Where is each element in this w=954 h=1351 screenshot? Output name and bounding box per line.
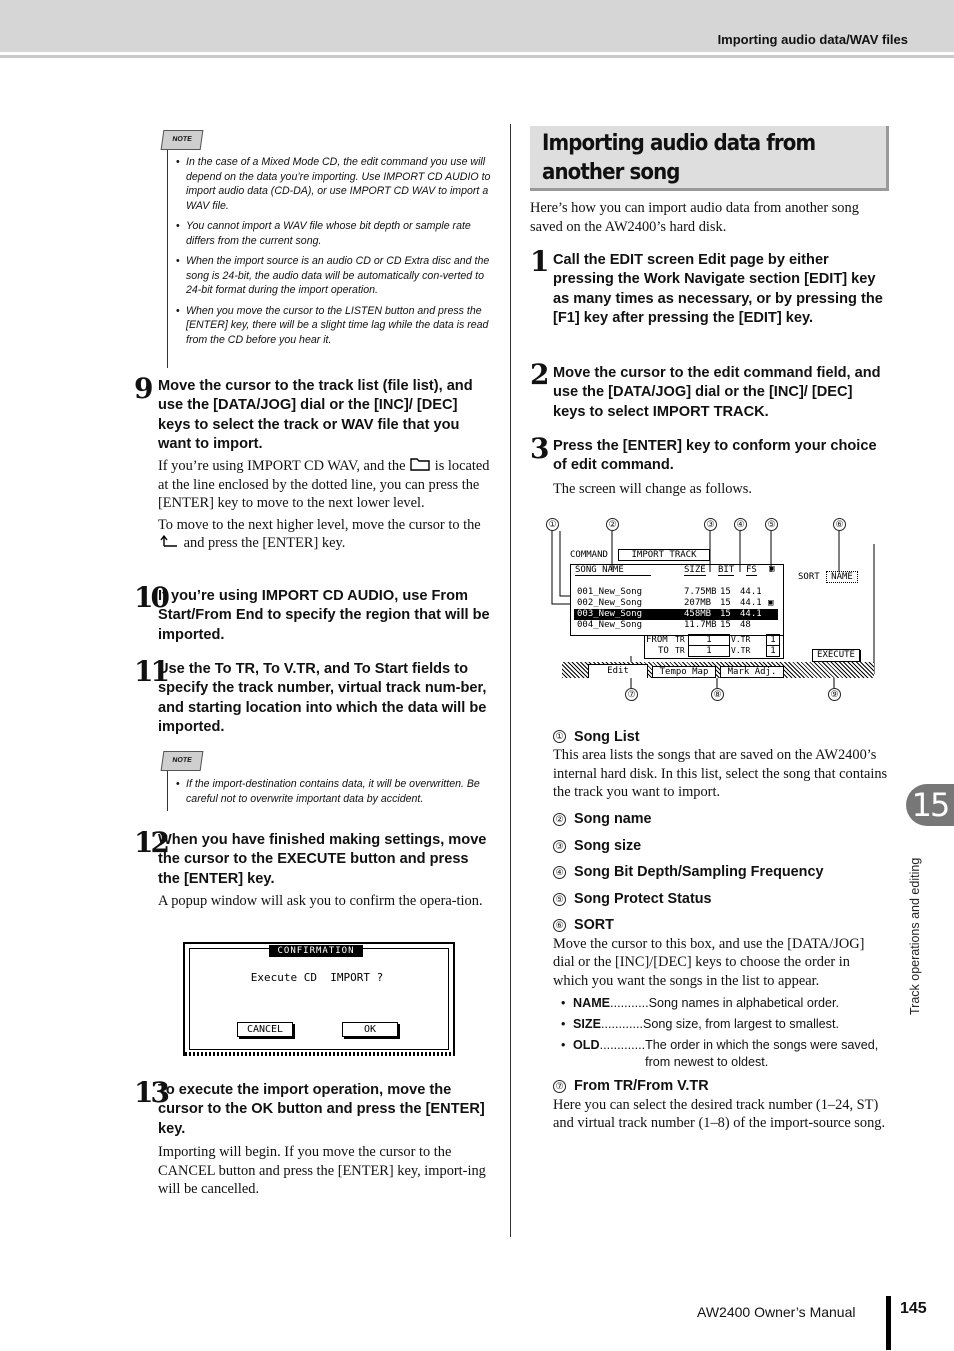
note-list-1 (176, 155, 492, 353)
lcd-figure (540, 514, 885, 706)
item-number: ⑥ (553, 919, 566, 932)
tab-mark-adj[interactable]: Mark Adj. (720, 666, 784, 678)
item-title: SORT (574, 917, 614, 934)
step-text: To move to the next higher level, move the cursor to the (158, 516, 481, 533)
note-item: • You cannot import a WAV file whose bit depth or sample rate differs from the current song. (176, 219, 492, 248)
chapter-label: Track operations and editing (908, 857, 922, 1015)
step-number: 12 (134, 826, 167, 859)
to-tr-label: TR (675, 646, 685, 655)
callout-3: ③ (704, 518, 717, 531)
from-label: FROM (646, 635, 668, 645)
step-title: When you have finished making settings, move the cursor to the EXECUTE button and press the [ENTER] key. (158, 832, 487, 887)
item-title: Song Bit Depth/Sampling Frequency (574, 864, 824, 881)
item-number: ⑤ (553, 893, 566, 906)
to-vtr-label: V.TR (731, 646, 751, 655)
from-tr-field[interactable]: 1 (688, 634, 730, 646)
note-item: • In the case of a Mixed Mode CD, the edit command you use will depend on the data you’re importing. Use IMPORT CD AUDIO to import audio data (CD-DA), or use IMPORT CD WAV to import a WAV file. (176, 155, 492, 213)
step-body (158, 457, 490, 556)
step-title: Move the cursor to the edit command field, and use the [DATA/JOG] dial or the [INC]/ [DEC] keys to select IMPORT TRACK. (553, 365, 881, 420)
note-badge: NOTE (161, 751, 204, 771)
callout-8: ⑧ (711, 688, 724, 701)
list-item-selected[interactable]: 003_New_Song 458MB 15 44.1 (574, 609, 778, 620)
step-number: 2 (530, 358, 547, 391)
to-tr-field[interactable]: 1 (688, 645, 730, 657)
item-body: Here you can select the desired track number (1–24, ST) and virtual track number (1–8) of the import-source song. (553, 1096, 886, 1132)
callout-5: ⑤ (765, 518, 778, 531)
command-label: COMMAND (570, 550, 608, 560)
step-number: 10 (134, 581, 167, 614)
step-number: 1 (530, 245, 547, 278)
page-number: 145 (900, 1300, 927, 1317)
lock-icon: ▣ (769, 564, 775, 574)
confirm-title: CONFIRMATION (277, 946, 355, 956)
step-number: 11 (134, 655, 167, 688)
up-level-icon (158, 534, 180, 548)
item-number: ④ (553, 866, 566, 879)
item-descriptions (553, 727, 888, 1133)
step-title: Call the EDIT screen Edit page by either pressing the Work Navigate section [EDIT] key as many times as necessary, or by pressing the [F1] key after pressing the [EDIT] key. (553, 252, 883, 326)
item-title: Song size (574, 838, 642, 855)
step-number: 13 (134, 1076, 167, 1109)
col-bit: BIT (718, 565, 735, 575)
item-number: ① (553, 730, 566, 743)
step-title: Press the [ENTER] key to conform your choice of edit command. (553, 438, 877, 474)
list-item[interactable]: 001_New_Song 7.75MB 15 44.1 (577, 587, 762, 597)
footer-manual: AW2400 Owner’s Manual (697, 1304, 856, 1320)
step-title: To execute the import operation, move the cursor to the OK button and press the [ENTER] key. (158, 1082, 485, 1137)
step-title: If you’re using IMPORT CD AUDIO, use From Start/From End to specify the region that will be imported. (158, 588, 490, 643)
item-number: ③ (553, 840, 566, 853)
note-bar (167, 771, 168, 811)
col-song-name: SONG NAME (575, 565, 651, 576)
sort-label: SORT (798, 572, 820, 582)
execute-button[interactable]: EXECUTE (812, 649, 860, 662)
to-label: TO (658, 646, 669, 656)
chapter-tab: 15 (906, 784, 954, 826)
section-heading: Importing audio data from another song (542, 131, 816, 185)
running-header: Importing audio data/WAV files (717, 32, 908, 47)
step-body: Importing will begin. If you move the cursor to the CANCEL button and press the [ENTER] key, import-ing will be cancelled. (158, 1144, 486, 1198)
note-badge: NOTE (161, 130, 204, 150)
item-title: Song name (574, 811, 652, 828)
step-number: 9 (134, 372, 151, 405)
col-fs: FS (746, 565, 757, 575)
list-item[interactable]: 002_New_Song 207MB 15 44.1 ▣ (577, 598, 774, 608)
item-title: From TR/From V.TR (574, 1078, 709, 1095)
step-number: 3 (530, 432, 547, 465)
note-item: • If the import-destination contains data, it will be overwritten. Be careful not to overwrite important data by accident. (176, 777, 492, 806)
folder-icon (409, 457, 431, 471)
step-title: Move the cursor to the track list (file list), and use the [DATA/JOG] dial or the [INC]/ [DEC] keys to select the track or WAV file that you want to import. (158, 378, 473, 452)
callout-6: ⑥ (833, 518, 846, 531)
from-tr-label: TR (675, 635, 685, 644)
item-title: Song Protect Status (574, 891, 712, 908)
item-body: Move the cursor to this box, and use the [DATA/JOG] dial or the [INC]/[DEC] keys to choose the order in which you want the songs in the list to appear. (553, 935, 865, 989)
sort-definitions: • NAME ........... Song names in alphabetical order. • SIZE ............ Song size, from largest to smallest. • OLD ............. The order in which the songs were saved, from newest to oldest. (561, 995, 879, 1069)
from-vtr-label: V.TR (731, 635, 751, 644)
note-item: • When you move the cursor to the LISTEN button and press the [ENTER] key, there will be a slight time lag while the data is read from the CD before you hear it. (176, 304, 492, 348)
item-title: Song List (574, 728, 640, 745)
confirm-dialog (183, 942, 455, 1056)
callout-1: ① (546, 518, 559, 531)
tab-tempo-map[interactable]: Tempo Map (652, 666, 716, 678)
song-rows (574, 587, 778, 631)
cancel-button[interactable]: CANCEL (237, 1022, 293, 1037)
step-body: The screen will change as follows. (553, 481, 753, 497)
header-rule (0, 55, 954, 58)
note-bar (167, 150, 168, 368)
callout-4: ④ (734, 518, 747, 531)
step-text: If you’re using IMPORT CD WAV, and the (158, 458, 406, 474)
item-number: ② (553, 813, 566, 826)
footer-bar (886, 1296, 891, 1350)
callout-7: ⑦ (625, 688, 638, 701)
list-item[interactable]: 004_New_Song 11.7MB 15 48 (577, 620, 751, 630)
from-vtr-field[interactable]: 1 (766, 634, 780, 646)
step-body: A popup window will ask you to confirm the opera-tion. (158, 893, 483, 909)
step-text: is located at the line enclosed by the dotted line, you can press the [ENTER] key to move to the next lower level. (158, 458, 490, 512)
column-divider (510, 124, 511, 1237)
command-field[interactable]: IMPORT TRACK (618, 549, 710, 561)
item-body: This area lists the songs that are saved on the AW2400’s internal hard disk. In this list, select the song that contains the track you want to import. (553, 747, 888, 801)
section-intro: Here’s how you can import audio data from another song saved on the AW2400’s hard disk. (530, 200, 859, 235)
confirm-message: Execute CD IMPORT ? (250, 971, 384, 984)
col-size: SIZE (684, 565, 706, 575)
callout-2: ② (606, 518, 619, 531)
to-vtr-field[interactable]: 1 (766, 645, 780, 657)
step-text: and press the [ENTER] key. (183, 535, 346, 552)
step-title: Use the To TR, To V.TR, and To Start fields to specify the track number, virtual track num-ber, and starting location into which the data will be imported. (158, 661, 487, 735)
callout-9: ⑨ (828, 688, 841, 701)
ok-button[interactable]: OK (342, 1022, 398, 1037)
note-item: • When the import source is an audio CD or CD Extra disc and the song is 24-bit, the audio data will be automatically con-verted to 24-bit format during the import operation. (176, 254, 492, 298)
item-number: ⑦ (553, 1080, 566, 1093)
tab-edit[interactable]: Edit (588, 664, 648, 678)
note-list-2 (176, 777, 492, 812)
sort-field[interactable]: NAME (826, 571, 858, 583)
